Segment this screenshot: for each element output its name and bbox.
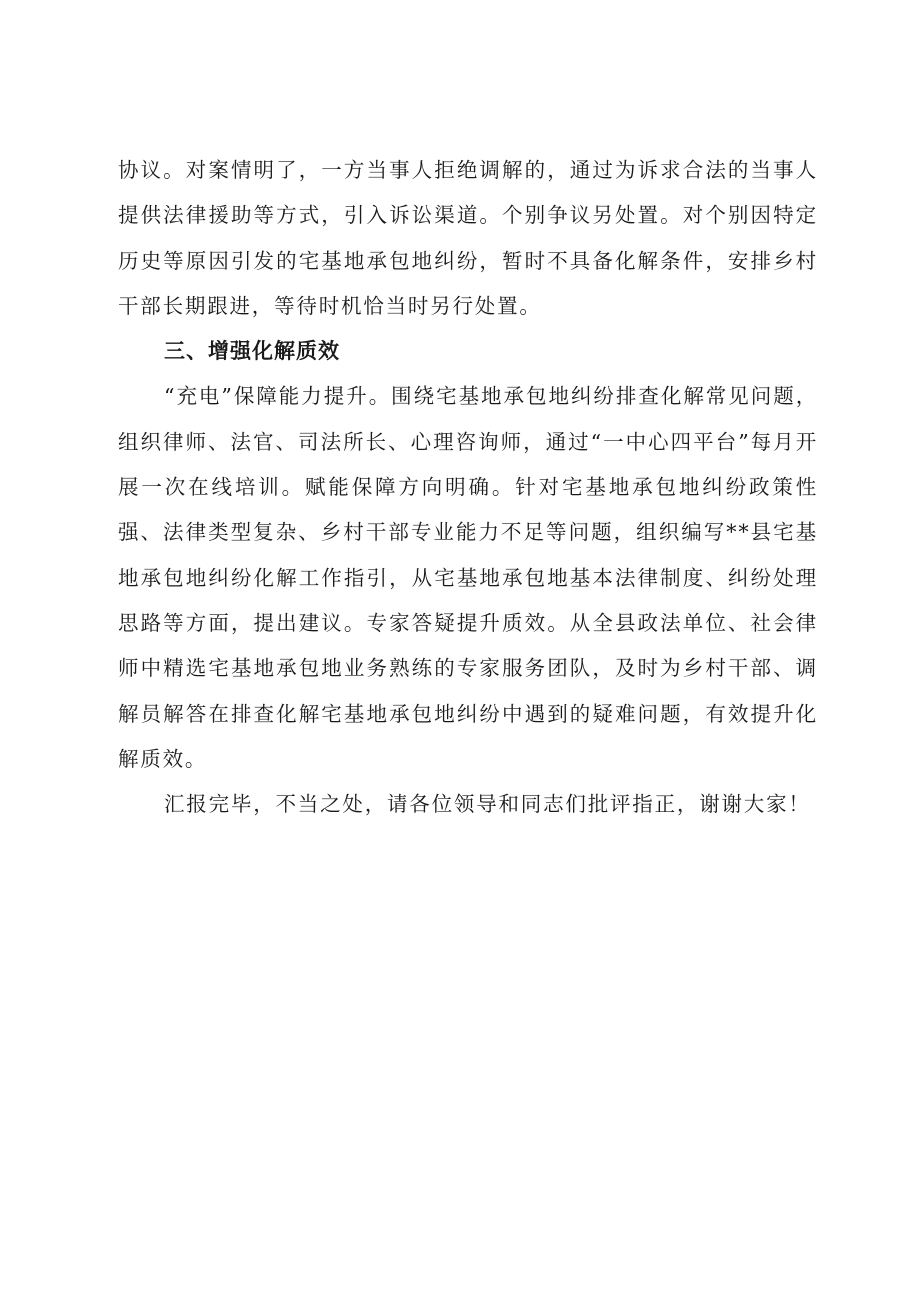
document-body: [118, 148, 818, 827]
section-heading-3: 三、增强化解质效: [164, 339, 340, 364]
paragraph-dispute-handling: 协议。对案情明了，一方当事人拒绝调解的，通过为诉求合法的当事人提供法律援助等方式，引入诉讼渠道。个别争议另处置。对个别因特定历史等原因引发的宅基地承包地纠纷，暂时不具备化解条件，安排乡村干部长期跟进，等待时机恰当时另行处置。: [118, 158, 818, 318]
paragraph-closing: 汇报完毕，不当之处，请各位领导和同志们批评指正，谢谢大家！: [164, 792, 811, 817]
paragraph-quality-improvement: “充电”保障能力提升。围绕宅基地承包地纠纷排查化解常见问题，组织律师、法官、司法所长、心理咨询师，通过“一中心四平台”每月开展一次在线培训。赋能保障方向明确。针对宅基地承包地纠纷政策性强、法律类型复杂、乡村干部专业能力不足等问题，组织编写**县宅基地承包地纠纷化解工作指引，从宅基地承包地基本法律制度、纠纷处理思路等方面，提出建议。专家答疑提升质效。从全县政法单位、社会律师中精选宅基地承包地业务熟练的专家服务团队，及时为乡村干部、调解员解答在排查化解宅基地承包地纠纷中遇到的疑难问题，有效提升化解质效。: [118, 384, 818, 771]
